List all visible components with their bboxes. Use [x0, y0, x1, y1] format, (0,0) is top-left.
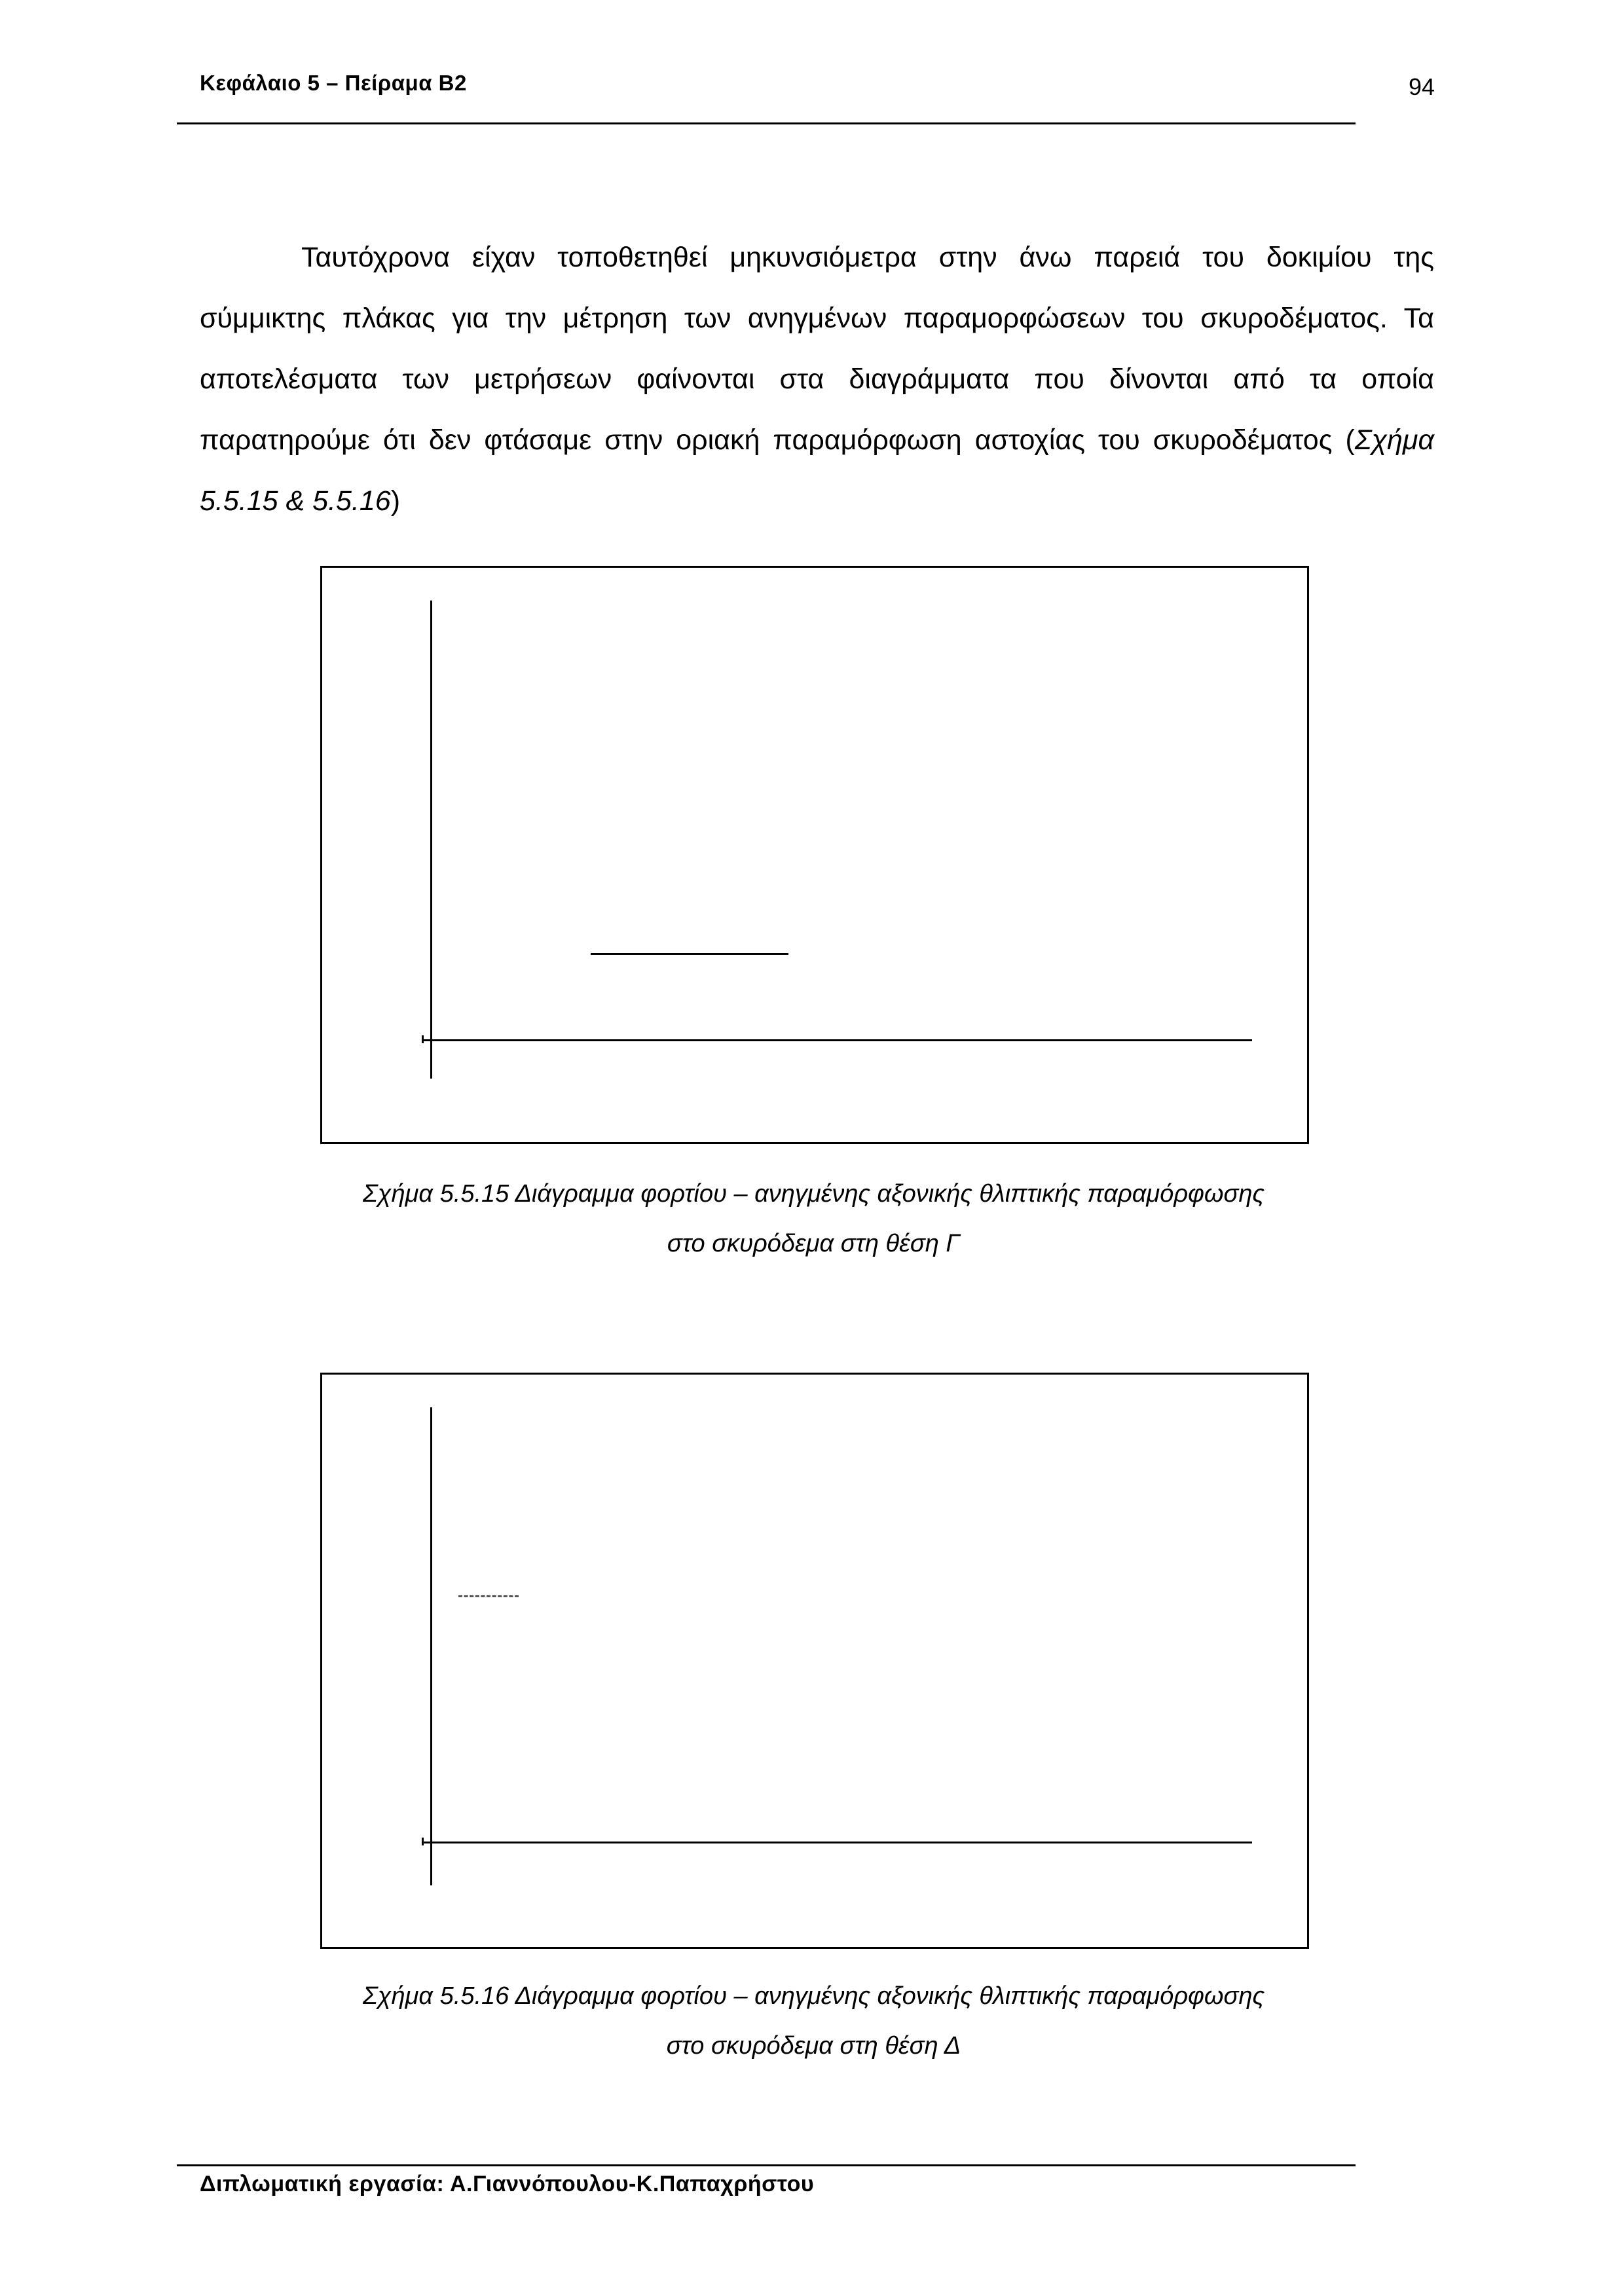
y-axis	[430, 1407, 432, 1885]
caption-line-2: στο σκυρόδεμα στη θέση Γ	[667, 1230, 961, 1257]
y-axis	[430, 601, 432, 1079]
figure-5-5-16-plot	[320, 1373, 1309, 1949]
body-paragraph	[200, 227, 1434, 532]
x-axis-origin-tick	[422, 1035, 424, 1043]
figure-5-5-16-caption	[196, 1971, 1431, 2071]
data-series-points	[458, 1595, 519, 1597]
x-axis-origin-tick	[422, 1838, 424, 1845]
caption-line-1: Σχήμα 5.5.15 Διάγραμμα φορτίου – ανηγμένης αξονικής θλιπτικής παραμόρφωσης	[362, 1180, 1265, 1208]
footer-divider	[177, 2164, 1356, 2166]
chapter-title: Κεφάλαιο 5 – Πείραμα Β2	[200, 71, 467, 95]
caption-line-1: Σχήμα 5.5.16 Διάγραμμα φορτίου – ανηγμένης αξονικής θλιπτικής παραμόρφωσης	[362, 1982, 1265, 2010]
x-axis	[424, 1039, 1252, 1041]
x-axis	[424, 1842, 1252, 1843]
body-paragraph-closing: )	[390, 485, 401, 517]
figure-5-5-15-caption	[196, 1169, 1431, 1268]
footer-text: Διπλωματική εργασία: Α.Γιαννόπουλου-Κ.Παπαχρήστου	[200, 2172, 815, 2196]
page-number: 94	[1408, 73, 1435, 100]
figure-reference: Σχήμα 5.5.15 & 5.5.16	[200, 424, 1434, 517]
body-paragraph-text: Ταυτόχρονα είχαν τοποθετηθεί μηκυνσιόμετρα στην άνω παρειά του δοκιμίου της σύμμικτης πλάκας για την μέτρηση των ανηγμένων παραμορφώσεων του σκυροδέματος. Τα αποτελέσματα των μετρήσεων φαίνονται στα διαγράμματα που δίνονται από τα οποία παρατηρούμε ότι δεν φτάσαμε στην οριακή παραμόρφωση αστοχίας του σκυροδέματος (	[200, 242, 1434, 456]
header-divider	[177, 122, 1356, 124]
data-series-line	[591, 953, 788, 955]
caption-line-2: στο σκυρόδεμα στη θέση Δ	[666, 2032, 961, 2060]
figure-5-5-15-plot	[320, 566, 1309, 1144]
